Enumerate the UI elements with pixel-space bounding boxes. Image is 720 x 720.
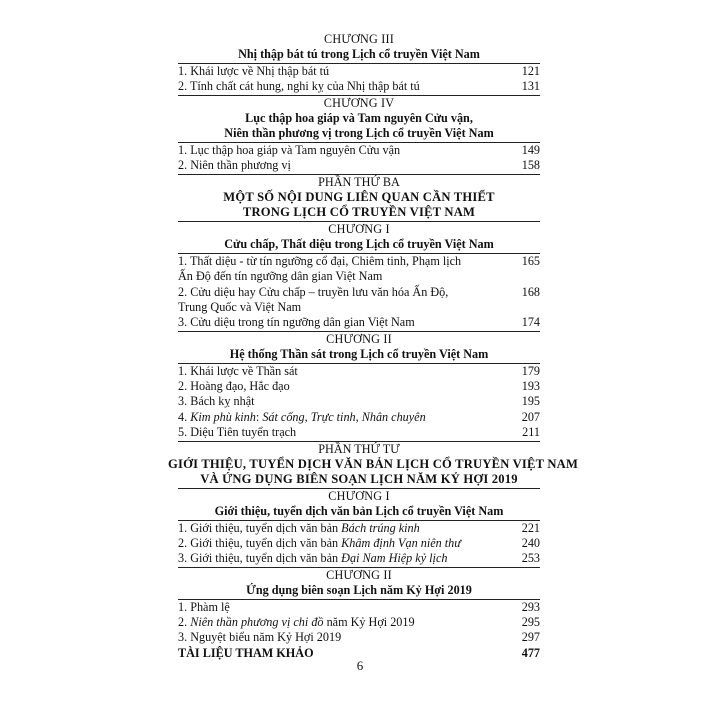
page-ref: 207 [521, 409, 540, 424]
page-ref: 211 [522, 425, 540, 440]
toc-entry[interactable]: 2. Niên thần phương vị chi đồ năm Kỷ Hợi 2019 295 [178, 615, 540, 630]
toc-entry[interactable]: 3. Cửu diệu trong tín ngưỡng dân gian Việt Nam 174 [178, 315, 540, 331]
toc-entry[interactable]: 3. Bách kỵ nhật 195 [178, 394, 540, 409]
chapter-heading: CHƯƠNG II [326, 331, 392, 346]
chapter-title: Nhị thập bát tú trong Lịch cổ truyền Việt Nam [178, 47, 540, 63]
toc-entry[interactable]: 1. Lục thập hoa giáp và Tam nguyên Cửu vận 149 [178, 142, 540, 157]
part-title: VÀ ỨNG DỤNG BIÊN SOẠN LỊCH NĂM KỶ HỢI 2019 [178, 472, 540, 488]
chapter-heading: CHƯƠNG IV [323, 95, 395, 110]
page-ref: 165 [521, 253, 540, 268]
chapter-heading: CHƯƠNG I [328, 488, 390, 503]
chapter-title: Niên thần phương vị trong Lịch cổ truyền Việt Nam [178, 126, 540, 142]
page-ref: 149 [521, 142, 540, 157]
part-title: TRONG LỊCH CỔ TRUYỀN VIỆT NAM [178, 205, 540, 221]
page-ref: 253 [521, 551, 540, 566]
page-ref: 293 [521, 599, 540, 614]
chapter-title: Cửu chấp, Thất diệu trong Lịch cổ truyền Việt Nam [178, 237, 540, 253]
toc-entry[interactable]: 1. Khái lược về Nhị thập bát tú 121 [178, 63, 540, 78]
page-ref: 295 [521, 615, 540, 630]
chapter-heading: CHƯƠNG II [326, 567, 392, 582]
page-ref: 477 [521, 645, 540, 660]
page-ref: 168 [521, 284, 540, 299]
toc-entry[interactable]: 1. Thất diệu - từ tín ngưỡng cổ đại, Chiêm tinh, Phạm lịch Ấn Độ đến tín ngưỡng dân gian Việt Nam 165 [178, 253, 540, 284]
page-ref: 179 [521, 363, 540, 378]
toc-entry[interactable]: 1. Khái lược về Thần sát 179 [178, 363, 540, 378]
toc-entry[interactable]: 2. Tính chất cát hung, nghi kỵ của Nhị thập bát tú 131 [178, 79, 540, 95]
toc-entry-references[interactable]: TÀI LIỆU THAM KHẢO 477 [178, 645, 540, 660]
toc-entry[interactable]: 4. Kim phù kinh: Sát cống, Trực tinh, Nhân chuyên 207 [178, 409, 540, 424]
toc-entry[interactable]: 2. Niên thần phương vị 158 [178, 158, 540, 174]
part-title: GIỚI THIỆU, TUYỂN DỊCH VĂN BẢN LỊCH CỔ TRUYỀN VIỆT NAM [168, 456, 579, 471]
page-number: 6 [356, 658, 364, 673]
page-ref: 221 [521, 520, 540, 535]
toc-entry[interactable]: 2. Cửu diệu hay Cửu chấp – truyền lưu văn hóa Ấn Độ, Trung Quốc và Việt Nam 168 [178, 284, 540, 314]
toc-entry[interactable]: 3. Giới thiệu, tuyển dịch văn bản Đại Nam Hiệp kỷ lịch 253 [178, 551, 540, 567]
chapter-title: Lục thập hoa giáp và Tam nguyên Cửu vận, [245, 111, 473, 126]
toc-entry[interactable]: 2. Hoàng đạo, Hắc đạo 193 [178, 378, 540, 393]
page-ref: 174 [521, 315, 540, 330]
part-heading: PHẦN THỨ BA [318, 174, 400, 189]
page-ref: 131 [521, 79, 540, 94]
page-ref: 195 [521, 394, 540, 409]
toc-entry[interactable]: 3. Nguyệt biểu năm Kỷ Hợi 2019 297 [178, 630, 540, 645]
page-ref: 297 [521, 630, 540, 645]
chapter-title: Hệ thống Thần sát trong Lịch cổ truyền Việt Nam [178, 347, 540, 363]
toc-entry[interactable]: 5. Diệu Tiên tuyển trạch 211 [178, 425, 540, 441]
page-ref: 158 [521, 158, 540, 173]
page-ref: 193 [521, 378, 540, 393]
part-title: MỘT SỐ NỘI DUNG LIÊN QUAN CẦN THIẾT [223, 190, 495, 205]
part-heading: PHẦN THỨ TƯ [318, 441, 400, 456]
toc-entry[interactable]: 2. Giới thiệu, tuyển dịch văn bản Khâm định Vạn niên thư 240 [178, 536, 540, 550]
chapter-heading: CHƯƠNG III [323, 32, 394, 46]
page-ref: 121 [521, 63, 540, 78]
toc-entry[interactable]: 1. Giới thiệu, tuyển dịch văn bản Bách trúng kinh 221 [178, 520, 540, 535]
toc-entry[interactable]: 1. Phàm lệ 293 [178, 599, 540, 614]
chapter-title: Ứng dụng biên soạn Lịch năm Kỷ Hợi 2019 [178, 583, 540, 599]
chapter-title: Giới thiệu, tuyển dịch văn bản Lịch cổ truyền Việt Nam [178, 504, 540, 520]
table-of-contents [168, 32, 579, 661]
chapter-heading: CHƯƠNG I [328, 221, 390, 236]
page-ref: 240 [521, 536, 540, 550]
